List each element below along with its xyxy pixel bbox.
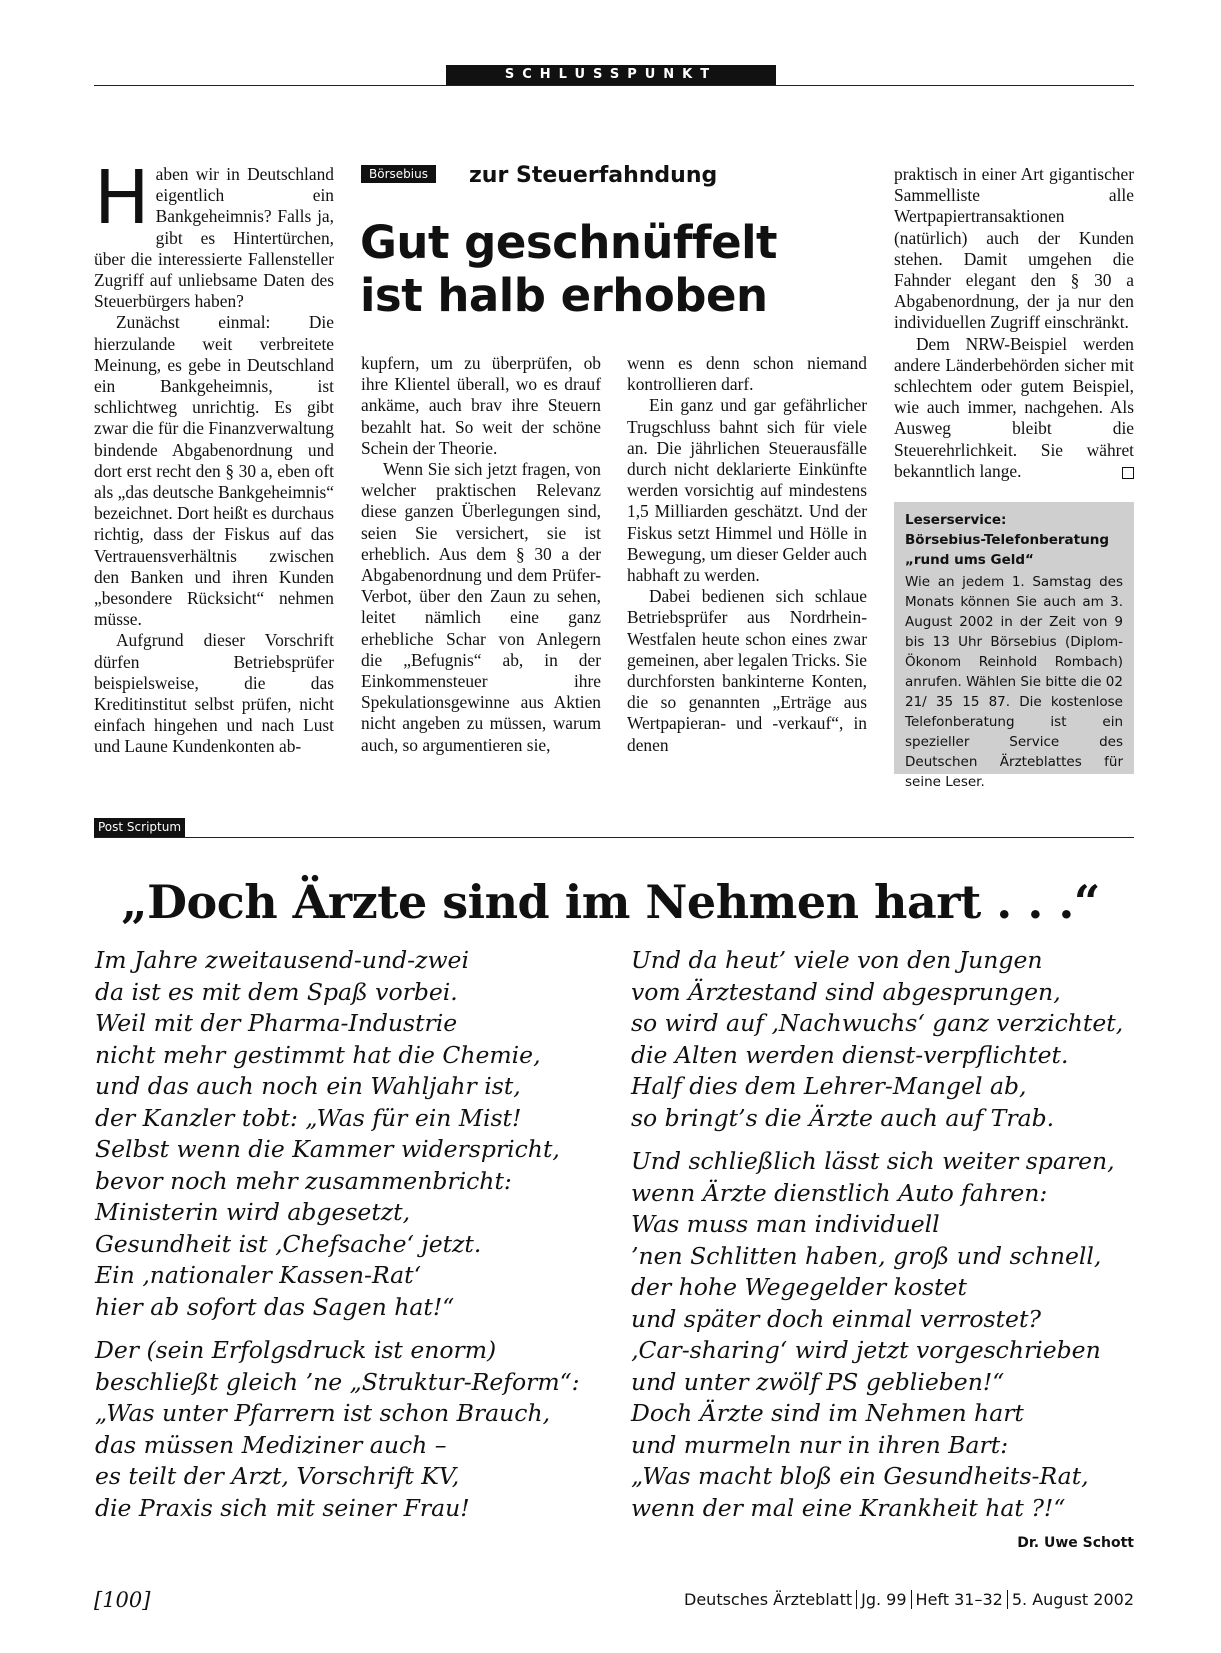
poem-line: wenn der mal eine Krankheit hat ?!“ [631,1493,1066,1522]
article-kicker [361,163,871,193]
end-mark-icon [1122,467,1134,479]
postscriptum-tag: Post Scriptum [94,818,185,837]
postscriptum-header [94,818,1134,840]
poem-line: das müssen Mediziner auch – [95,1430,447,1459]
poem-line: „Was macht bloß ein Gesundheits-Rat, [631,1462,1089,1490]
poem-stanza [95,1335,580,1524]
poem-line: Weil mit der Pharma-Industrie [95,1009,458,1037]
poem-line: Ein ‚nationaler Kassen-Rat‘ [95,1261,422,1289]
poem-line: die Praxis sich mit seiner Frau! [95,1493,470,1522]
poem-line: und das auch noch ein Wahljahr ist, [95,1072,521,1100]
paragraph: Zunächst einmal: Die hierzulande weit verbreitete Meinung, es gebe in Deutschland ein Bankgeheimnis, ist schlichtweg unrichtig. Es gibt zwar die für die Finanzverwaltung bindende Abgabenordnung und dort erst recht den § 30 a, eben oft als „das deutsche Bankgeheimnis“ bezeichnet. Dort heißt es durchaus richtig, dass der Fiskus auf das Vertrauensverhältnis zwischen den Banken und ihren Kunden „besondere Rücksicht“ nehmen müsse. [94,312,335,630]
poem-left-column [95,945,580,1536]
poem-stanza [631,945,1123,1134]
separator [911,1590,912,1609]
headline-line-2: ist halb erhoben [360,269,768,322]
poem-line: der hohe Wegegelder kostet [631,1273,967,1301]
journal-date: 5. August 2002 [1011,1590,1134,1609]
article-column-4 [894,164,1134,482]
poem-line: Half dies dem Lehrer-Mangel ab, [631,1072,1027,1100]
paragraph: Wenn Sie sich jetzt fragen, von welcher praktischen Relevanz diese ganzen Überlegungen sind, seien Sie versichert, sie ist erheblich. Aus dem § 30 a der Abgabenordnung und dem Prüfer-Verbot, über den Zaun zu sehen, leitet nämlich eine ganz erhebliche Schar von Anlegern die „Befugnis“ ab, in der Einkommensteuer ihre Spekulationsgewinne aus Aktien nicht angeben zu müssen, warum auch, so argumentieren sie, [361,459,601,755]
poem-line: so bringt’s die Ärzte auch auf Trab. [631,1103,1055,1132]
service-heading-3: „rund ums Geld“ [905,552,1034,568]
article-topic: zur Steuerfahndung [469,163,718,188]
service-heading-2: Börsebius-Telefonberatung [905,532,1110,548]
poem-line: Ministerin wird abgesetzt, [95,1198,411,1226]
poem-line: und murmeln nur in ihren Bart: [631,1430,1009,1459]
poem-line: und unter zwölf PS geblieben!“ [631,1367,1005,1396]
journal-issue: Heft 31–32 [915,1590,1003,1609]
poem-line: Was muss man individuell [631,1210,940,1238]
poem-line: hier ab sofort das Sagen hat!“ [95,1292,455,1321]
poem-line: Und schließlich lässt sich weiter sparen, [631,1147,1115,1175]
paragraph: Dabei bedienen sich schlaue Betriebsprüfer aus Nordrhein-Westfalen heute schon eines zwar gemeinen, aber legalen Tricks. Sie durchforsten bankinterne Konten, die so genannten „Erträge aus Wertpapieran- und -verkauf“, in denen [627,586,867,755]
paragraph-text: aben wir in Deutschland eigentlich ein Bankgeheimnis? Falls ja, gibt es Hintertürchen, über die interessierte Fallensteller Zugriff auf unliebsame Daten des Steuerbürgers haben? [94,164,334,312]
paragraph: Ein ganz und gar gefährlicher Trugschluss bahnt sich für viele an. Die jährlichen Steuerausfälle durch nicht deklarierte Einkünfte werden vorsichtig auf mindestens 1,5 Milliarden geschätzt. Und der Fiskus setzt Himmel und Hölle in Bewegung, um dieser Gelder auch habhaft zu werden. [627,395,868,586]
poem-line: bevor noch mehr zusammenbricht: [95,1166,512,1195]
poem-line: vom Ärztestand sind abgesprungen, [631,977,1061,1006]
poem-stanza [631,1146,1123,1524]
paragraph [94,155,334,312]
drop-cap: H [94,155,150,241]
poem-line: „Was unter Pfarrern ist schon Brauch, [95,1399,551,1427]
poem-line: Der (sein Erfolgsdruck ist enorm) [95,1336,497,1364]
headline-line-1: Gut geschnüffelt [360,216,778,269]
article-column-2 [361,353,601,756]
paragraph: praktisch in einer Art gigantischer Sammelliste alle Wertpapiertransaktionen (natürlich) auch der Kunden stehen. Damit umgehen die Fahnder elegant den § 30 a Abgabenordnung, der ja nur den individuellen Zugriff einschränkt. [894,164,1134,333]
postscriptum-rule [94,837,1134,838]
journal-volume: Jg. 99 [861,1590,907,1609]
journal-name: Deutsches Ärzteblatt [684,1590,853,1609]
poem-author: Dr. Uwe Schott [1017,1535,1134,1551]
poem-line: ‚Car-sharing‘ wird jetzt vorgeschrieben [631,1336,1101,1364]
poem-right-column [631,945,1123,1536]
poem-line: beschließt gleich ’ne „Struktur-Reform“: [95,1367,580,1396]
poem-line: es teilt der Arzt, Vorschrift KV, [95,1462,460,1490]
paragraph-text: Dem NRW-Beispiel werden andere Länderbehörden sicher mit schlechtem oder gutem Beispiel, wie auch immer, nachgehen. Als Ausweg bleibt die Steuerehrlichkeit. Sie währet bekanntlich lange. [894,333,1134,481]
poem-stanza [95,945,580,1323]
poem-line: ’nen Schlitten haben, groß und schnell, [631,1241,1102,1270]
poem-line: Selbst wenn die Kammer widerspricht, [95,1135,560,1163]
service-body: Wie an jedem 1. Samstag des Monats können Sie auch am 3. August 2002 in der Zeit von 9 bis 13 Uhr Börsebius (Diplom-Ökonom Reinhold Rombach) anrufen. Wählen Sie bitte die 02 21/ 35 15 87. Die kostenlose Telefonberatung ist ein spezieller Service des Deutschen Ärzteblattes für seine Leser. [905,574,1123,790]
poem-line: und später doch einmal verrostet? [631,1304,1041,1333]
poem-title: „Doch Ärzte sind im Nehmen hart . . .“ [121,875,1100,929]
poem-line: der Kanzler tobt: „Was für ein Mist! [95,1103,522,1132]
poem-line: Und da heut’ viele von den Jungen [631,946,1043,974]
section-header [94,65,1134,87]
poem-line: nicht mehr gestimmt hat die Chemie, [95,1040,541,1069]
poem-line: so wird auf ‚Nachwuchs‘ ganz verzichtet, [631,1009,1124,1037]
article-column-1 [94,155,335,758]
separator [1007,1590,1008,1609]
poem-line: Doch Ärzte sind im Nehmen hart [631,1399,1024,1427]
service-heading-1: Leserservice: [905,512,1007,528]
reader-service-box [894,502,1134,790]
article-headline [360,216,870,322]
header-rule [94,85,1134,86]
column-tag: Börsebius [361,165,436,183]
separator [856,1590,857,1609]
poem-line: wenn Ärzte dienstlich Auto fahren: [631,1178,1048,1207]
paragraph: wenn es denn schon niemand kontrollieren darf. [627,353,867,395]
poem-line: die Alten werden dienst-verpflichtet. [631,1040,1069,1069]
paragraph: Aufgrund dieser Vorschrift dürfen Betriebsprüfer beispielsweise, die das Kreditinstitut selbst prüfen, nicht einfach hingehen und nach Lust und Laune Kundenkonten ab- [94,630,334,757]
poem-line: da ist es mit dem Spaß vorbei. [95,977,458,1006]
paragraph: kupfern, um zu überprüfen, ob ihre Klientel überall, wo es drauf ankäme, auch brav ihre Steuern bezahlt hat. So weit der schöne Schein der Theorie. [361,353,601,458]
page-number: [100] [94,1588,151,1612]
poem-line: Im Jahre zweitausend-und-zwei [95,946,469,974]
journal-footer [684,1590,1134,1609]
section-label: SCHLUSSPUNKT [446,65,776,85]
article-column-3 [627,353,867,756]
paragraph [894,334,1134,482]
poem-line: Gesundheit ist ‚Chefsache‘ jetzt. [95,1229,482,1258]
